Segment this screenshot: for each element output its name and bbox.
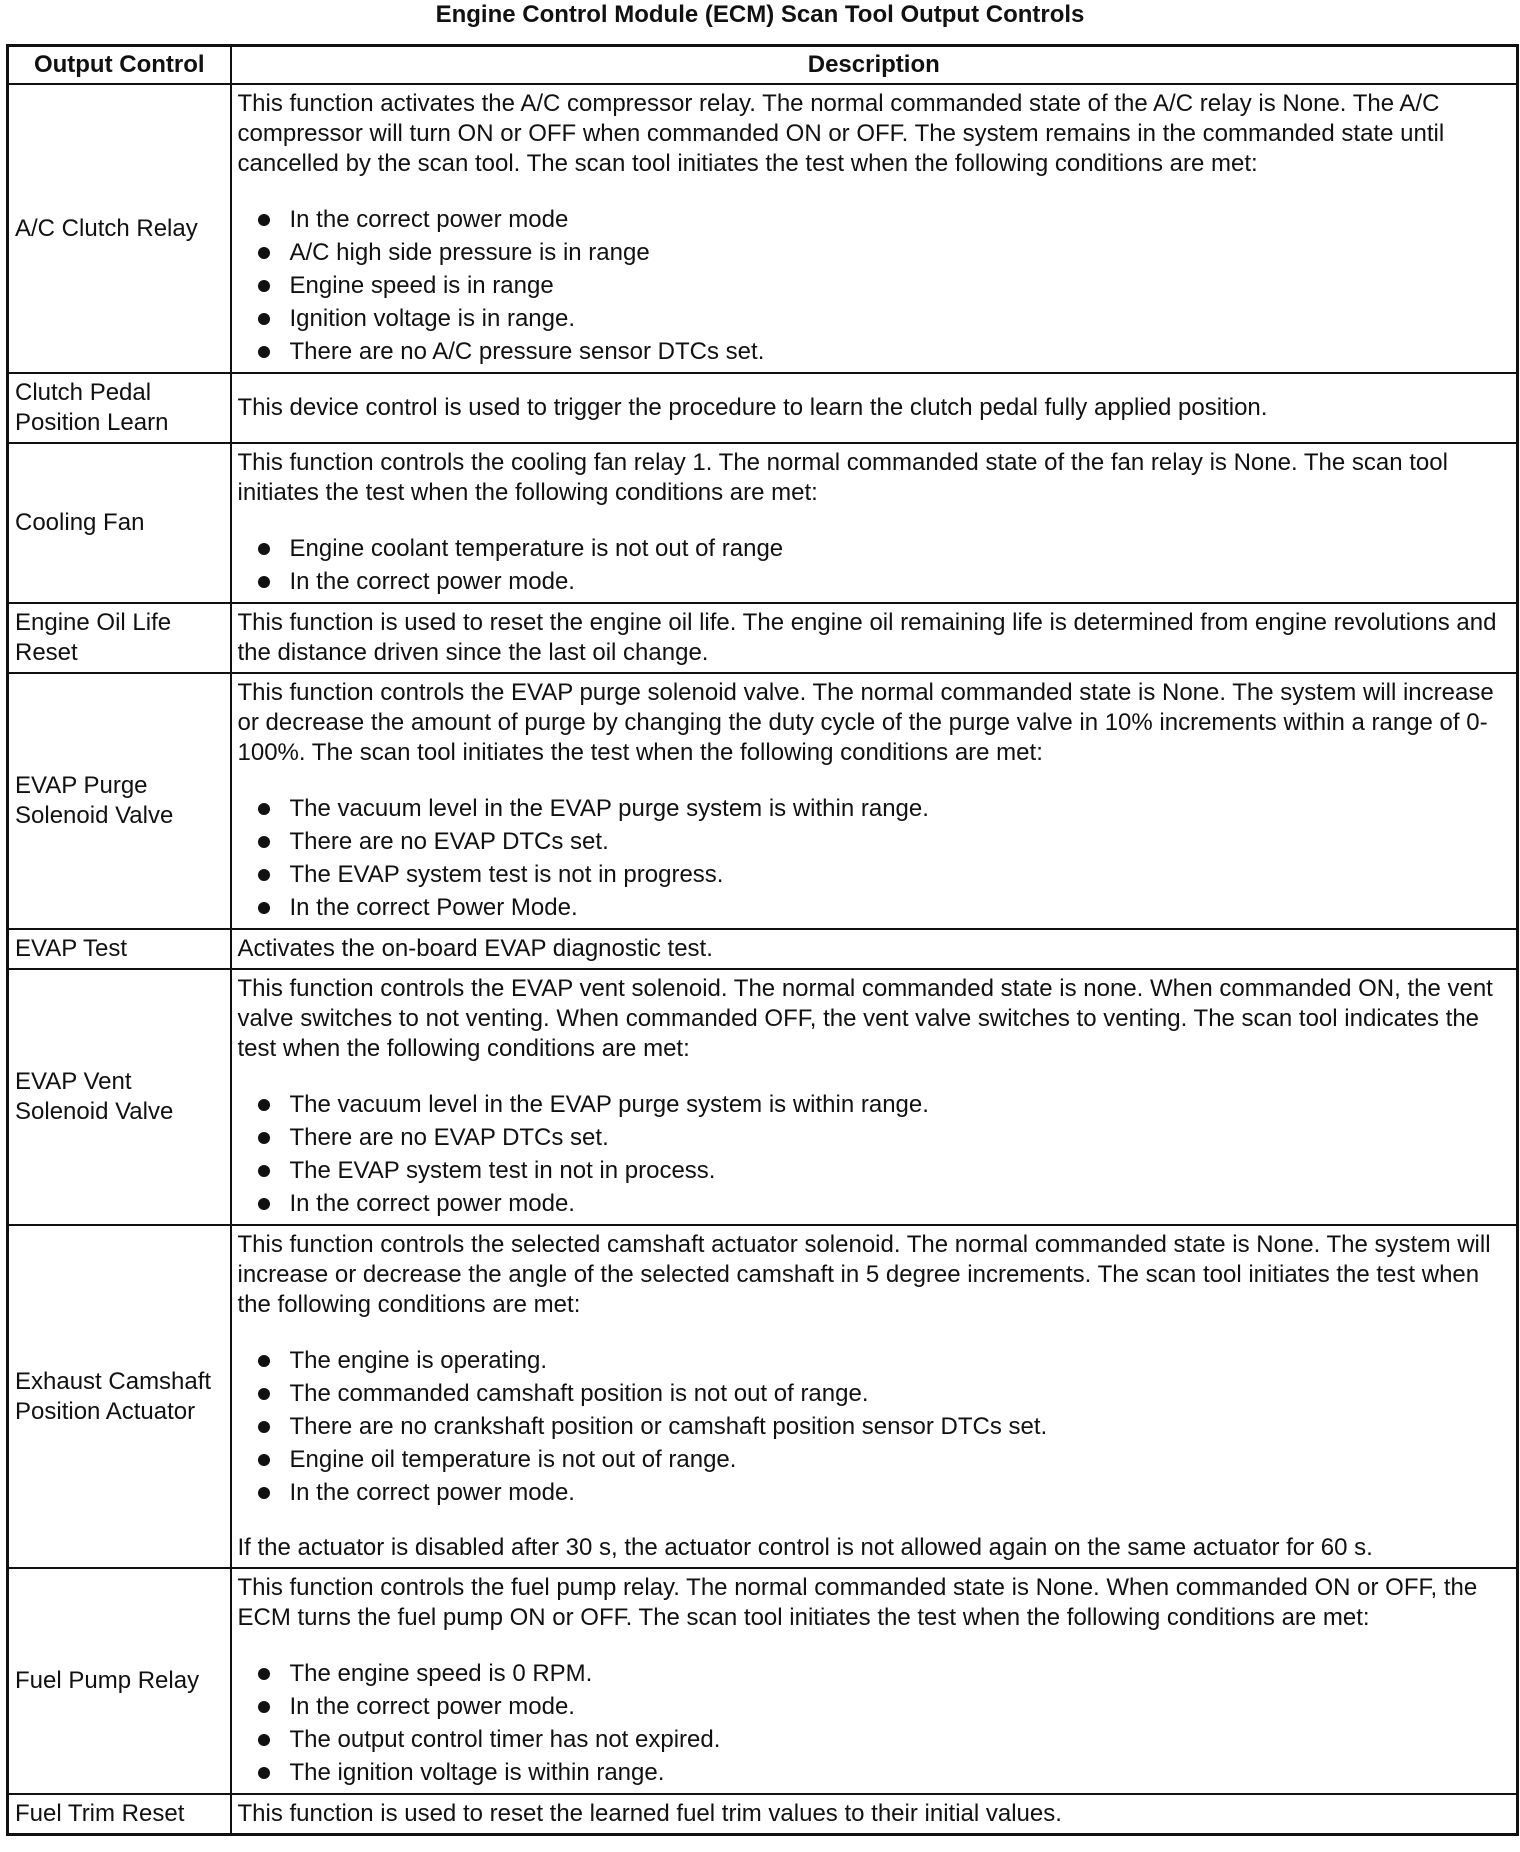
table-row	[8, 443, 1518, 603]
description-text: This function is used to reset the learned fuel trim values to their initial values.	[237, 1800, 1062, 1827]
column-header-output-control: Output Control	[8, 46, 231, 85]
description-cell	[231, 373, 1518, 443]
description-cell	[231, 603, 1518, 673]
description-text: This device control is used to trigger the procedure to learn the clutch pedal fully applied position.	[237, 394, 1268, 421]
table-row	[8, 373, 1518, 443]
condition-list	[238, 792, 1511, 924]
condition-list-item: In the correct Power Mode.	[258, 891, 1511, 924]
condition-list-item: The EVAP system test is not in progress.	[258, 858, 1511, 891]
condition-list-item: The commanded camshaft position is not out of range.	[258, 1377, 1511, 1410]
condition-list-item: In the correct power mode.	[258, 565, 1511, 598]
condition-list-item: The vacuum level in the EVAP purge system is within range.	[258, 1088, 1511, 1121]
condition-list-item: There are no crankshaft position or camshaft position sensor DTCs set.	[258, 1410, 1511, 1443]
description-text: This function activates the A/C compressor relay. The normal commanded state of the A/C relay is None. The A/C compressor will turn ON or OFF when commanded ON or OFF. The system remains in the commanded state until cancelled by the scan tool. The scan tool initiates the test when the following conditions are met:	[237, 90, 1445, 177]
output-control-name: Fuel Pump Relay	[8, 1568, 231, 1794]
condition-list-item: The output control timer has not expired.	[258, 1723, 1511, 1756]
table-row	[8, 1225, 1518, 1568]
description-cell	[231, 84, 1518, 373]
table-body	[8, 84, 1518, 1835]
description-note: If the actuator is disabled after 30 s, the actuator control is not allowed again on the same actuator for 60 s.	[237, 1534, 1373, 1561]
description-cell	[231, 443, 1518, 603]
description-cell	[231, 673, 1518, 929]
description-text: Activates the on-board EVAP diagnostic test.	[237, 935, 713, 962]
condition-list-item: The vacuum level in the EVAP purge system is within range.	[258, 792, 1511, 825]
table-row	[8, 673, 1518, 929]
description-cell	[231, 969, 1518, 1225]
condition-list-item: Engine speed is in range	[258, 269, 1511, 302]
condition-list-item: The EVAP system test in not in process.	[258, 1154, 1511, 1187]
condition-list-item: The engine speed is 0 RPM.	[258, 1657, 1511, 1690]
table-row	[8, 603, 1518, 673]
output-control-name: Clutch Pedal Position Learn	[8, 373, 231, 443]
condition-list-item: The ignition voltage is within range.	[258, 1756, 1511, 1789]
condition-list-item: In the correct power mode.	[258, 1476, 1511, 1509]
condition-list	[238, 1344, 1511, 1509]
condition-list-item: There are no EVAP DTCs set.	[258, 1121, 1511, 1154]
description-cell	[231, 1568, 1518, 1794]
description-text: This function controls the fuel pump relay. The normal commanded state is None. When commanded ON or OFF, the ECM turns the fuel pump ON or OFF. The scan tool initiates the test when the following conditions are met:	[237, 1574, 1478, 1631]
description-cell	[231, 1794, 1518, 1835]
output-controls-table	[6, 44, 1519, 1836]
table-row	[8, 969, 1518, 1225]
column-header-description: Description	[231, 46, 1518, 85]
condition-list-item: There are no EVAP DTCs set.	[258, 825, 1511, 858]
condition-list-item: There are no A/C pressure sensor DTCs set.	[258, 335, 1511, 368]
description-cell	[231, 1225, 1518, 1568]
output-control-name: EVAP Test	[8, 929, 231, 969]
description-text: This function controls the selected camshaft actuator solenoid. The normal commanded state is None. The system will increase or decrease the angle of the selected camshaft in 5 degree increments. The scan tool initiates the test when the following conditions are met:	[237, 1231, 1491, 1318]
output-control-name: Exhaust Camshaft Position Actuator	[8, 1225, 231, 1568]
condition-list-item: A/C high side pressure is in range	[258, 236, 1511, 269]
table-row	[8, 1794, 1518, 1835]
output-control-name: A/C Clutch Relay	[8, 84, 231, 373]
condition-list	[238, 1657, 1511, 1789]
table-row	[8, 1568, 1518, 1794]
output-control-name: Engine Oil Life Reset	[8, 603, 231, 673]
description-text: This function controls the cooling fan relay 1. The normal commanded state of the fan relay is None. The scan tool initiates the test when the following conditions are met:	[237, 449, 1448, 506]
description-text: This function controls the EVAP vent solenoid. The normal commanded state is none. When commanded ON, the vent valve switches to not venting. When commanded OFF, the vent valve switches to venting. The scan tool indicates the test when the following conditions are met:	[237, 975, 1493, 1062]
description-text: This function is used to reset the engine oil life. The engine oil remaining life is determined from engine revolutions and the distance driven since the last oil change.	[237, 609, 1497, 666]
condition-list-item: Ignition voltage is in range.	[258, 302, 1511, 335]
condition-list-item: The engine is operating.	[258, 1344, 1511, 1377]
condition-list-item: In the correct power mode.	[258, 1187, 1511, 1220]
condition-list	[238, 532, 1511, 598]
condition-list-item: Engine oil temperature is not out of range.	[258, 1443, 1511, 1476]
condition-list	[238, 203, 1511, 368]
output-control-name: EVAP Purge Solenoid Valve	[8, 673, 231, 929]
output-control-name: EVAP Vent Solenoid Valve	[8, 969, 231, 1225]
output-control-name: Cooling Fan	[8, 443, 231, 603]
header-row	[8, 46, 1518, 85]
condition-list	[238, 1088, 1511, 1220]
output-control-name: Fuel Trim Reset	[8, 1794, 231, 1835]
page-title: Engine Control Module (ECM) Scan Tool Output Controls	[435, 1, 1085, 28]
condition-list-item: In the correct power mode	[258, 203, 1511, 236]
description-cell	[231, 929, 1518, 969]
table-row	[8, 929, 1518, 969]
table-row	[8, 84, 1518, 373]
description-text: This function controls the EVAP purge solenoid valve. The normal commanded state is None. The system will increase or decrease the amount of purge by changing the duty cycle of the purge valve in 10% increments within a range of 0-100%. The scan tool initiates the test when the following conditions are met:	[237, 679, 1494, 766]
condition-list-item: In the correct power mode.	[258, 1690, 1511, 1723]
condition-list-item: Engine coolant temperature is not out of range	[258, 532, 1511, 565]
